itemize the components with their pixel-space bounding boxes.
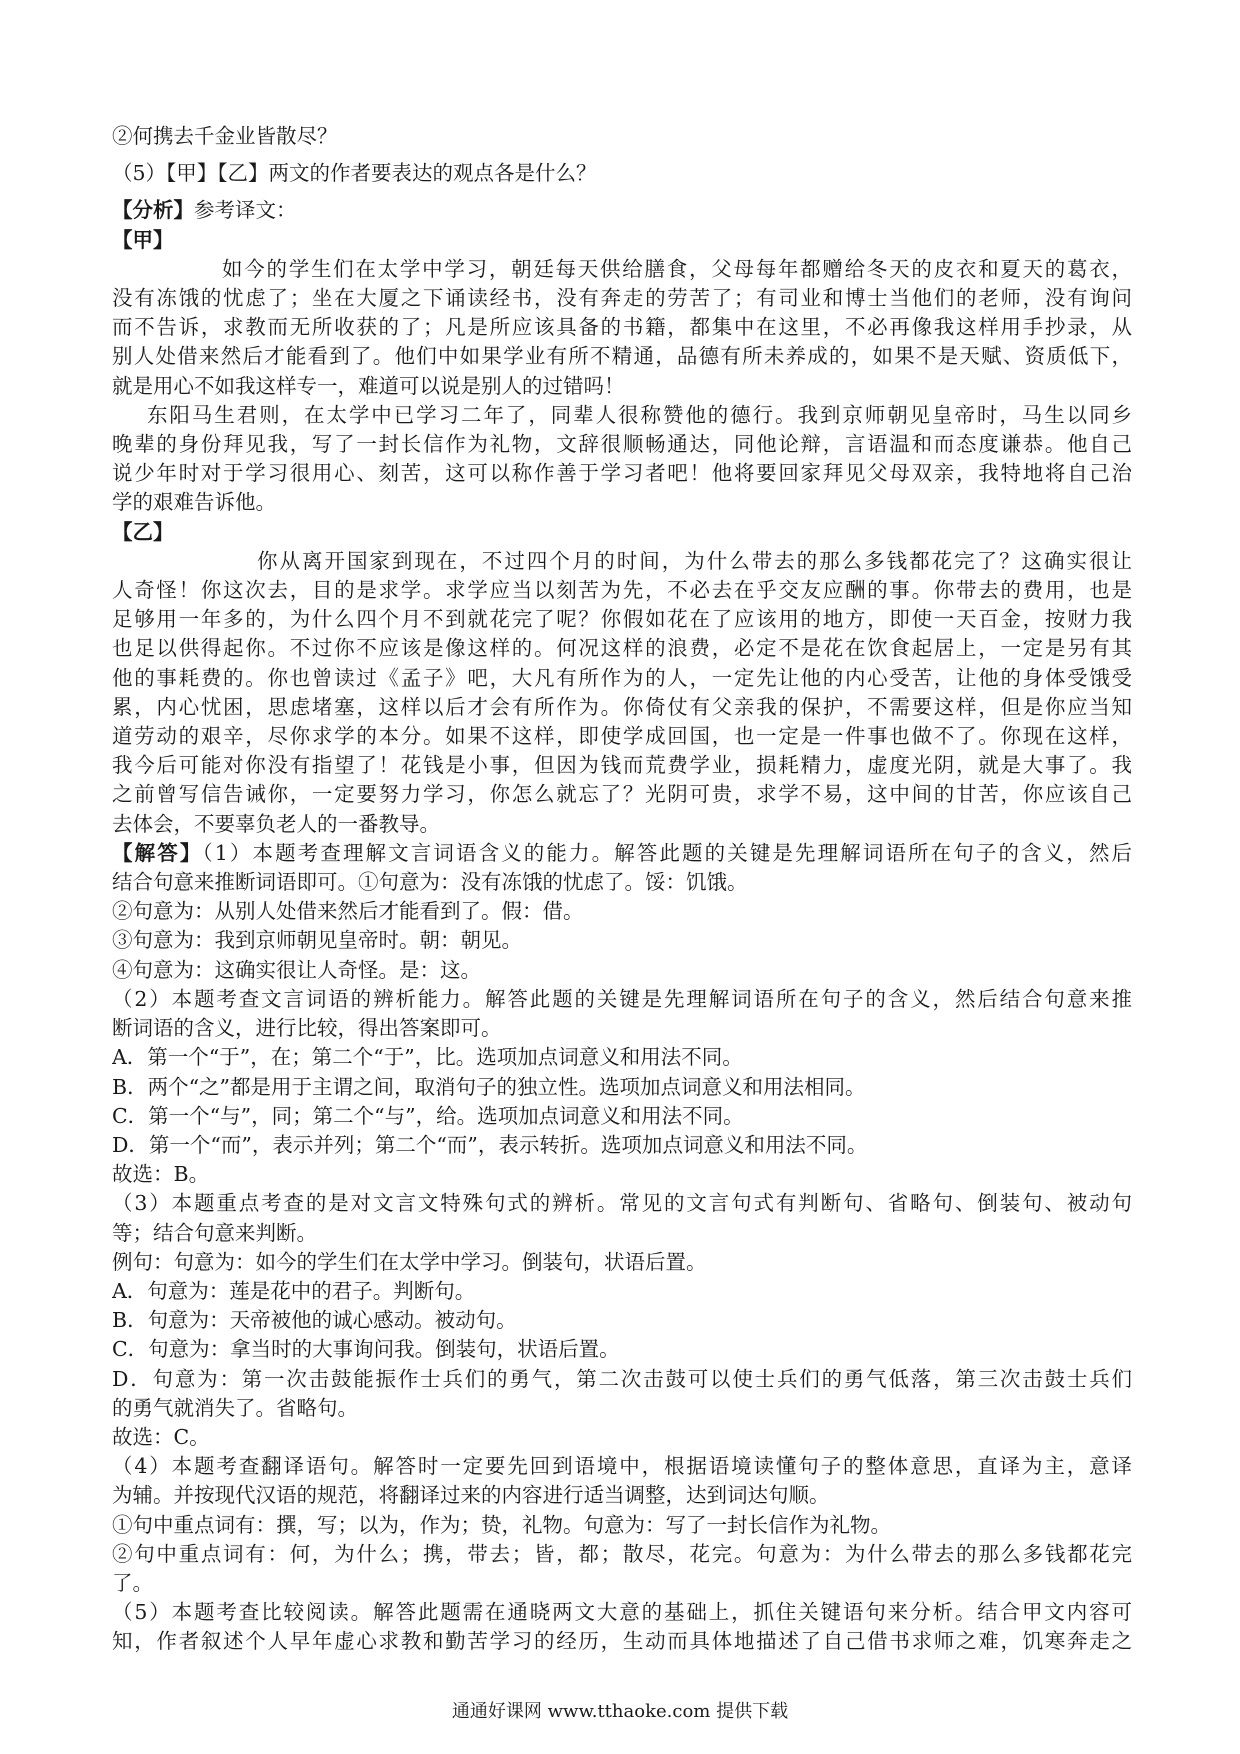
answer-q3-d-line: 故选：C。 — [112, 1424, 210, 1449]
jia-label: 【甲】 — [112, 227, 174, 252]
question-4-item-2: ②何携去千金业皆散尽？ — [112, 124, 338, 148]
yi-p1-line: 也足以供得起你。不过你不应该是像这样的。何况这样的浪费，必定不是花在饮食起居上，一定是另有其 — [112, 636, 1132, 661]
yi-p1-line: 你从离开国家到现在，不过四个月的时间，为什么带去的那么多钱都花完了？这确实很让 — [257, 548, 1132, 573]
answer-q2-line: A．第一个“于”，在；第二个“于”，比。选项加点词意义和用法不同。 — [112, 1045, 743, 1070]
yi-p1-line: 道劳动的艰辛，尽你求学的本分。如果不这样，即使学成回国，也一定是一件事也做不了。你现在这样， — [112, 724, 1132, 749]
jia-p1-line: 而不告诉，求教而无所收获的了；凡是所应该具备的书籍，都集中在这里，不必再像我这样用手抄录，从 — [112, 315, 1132, 340]
document-page — [112, 122, 1132, 1657]
answer-q3-d-line: 的勇气就消失了。省略句。 — [112, 1395, 358, 1420]
answer-q4-line: 为辅。并按现代汉语的规范，将翻译过来的内容进行适当调整，达到词达句顺。 — [112, 1483, 830, 1508]
jia-p2-line: 学的艰难告诉他。 — [112, 490, 276, 515]
jia-p2-line: 晚辈的身份拜见我，写了一封长信作为礼物，文辞很顺畅通达，同他论辩，言语温和而态度谦恭。他自己 — [112, 432, 1132, 457]
analysis-heading — [112, 196, 1132, 225]
answer-q3-line: A．句意为：莲是花中的君子。判断句。 — [112, 1278, 476, 1303]
answer-q2-line: B．两个“之”都是用于主谓之间，取消句子的独立性。选项加点词意义和用法相同。 — [112, 1074, 866, 1099]
answer-q4-first: （4）本题考查翻译语句。解答时一定要先回到语境中，根据语境读懂句子的整体意思，直译为主，意译 — [112, 1454, 1132, 1479]
answer-q4-item2-last: 了。 — [112, 1570, 153, 1595]
answer-q3-line: 等；结合句意来判断。 — [112, 1220, 317, 1245]
yi-p1-line: 之前曾写信告诫你，一定要努力学习，你怎么就忘了？光阴可贵，求学不易，这中间的甘苦，你应该自己 — [112, 782, 1132, 807]
yi-p1-line: 我今后可能对你没有指望了！花钱是小事，但因为钱而荒费学业，损耗精力，虚度光阴，就是大事了。我 — [112, 753, 1132, 778]
yi-p1-line: 去体会，不要辜负老人的一番教导。 — [112, 811, 440, 836]
answer-q1-line: ③句意为：我到京师朝见皇帝时。朝：朝见。 — [112, 928, 522, 953]
answer-q3-line: 例句：句意为：如今的学生们在太学中学习。倒装句，状语后置。 — [112, 1249, 707, 1274]
jia-p1-line: 就是用心不如我这样专一，难道可以说是别人的过错吗！ — [112, 373, 625, 398]
answer-q4-line: ①句中重点词有：撰，写；以为，作为；贽，礼物。句意为：写了一封长信作为礼物。 — [112, 1512, 891, 1537]
jia-p1-line: 别人处借来然后才能看到了。他们中如果学业有所不精通，品德有所未养成的，如果不是天赋、资质低下， — [112, 344, 1132, 369]
answer-q1-first: （1）本题考查理解文言词语含义的能力。解答此题的关键是先理解词语所在句子的含义，然后 — [202, 840, 1132, 865]
answer-q1-line: 结合句意来推断词语即可。①句意为：没有冻饿的忧虑了。馁：饥饿。 — [112, 870, 748, 895]
page-footer: 通通好课网 www.tthaoke.com 提供下载 — [451, 1701, 789, 1722]
answer-label: 【解答】 — [112, 840, 203, 865]
question-5: （5）【甲】【乙】两文的作者要表达的观点各是什么？ — [112, 161, 597, 186]
answer-q3-line: C．句意为：拿当时的大事询问我。倒装句，状语后置。 — [112, 1337, 620, 1362]
yi-label: 【乙】 — [112, 519, 174, 544]
answer-q3-d-first: D．句意为：第一次击鼓能振作士兵们的勇气，第二次击鼓可以使士兵们的勇气低落，第三次击鼓士兵们 — [112, 1366, 1132, 1391]
jia-p2-line: 东阳马生君则，在太学中已学习二年了，同辈人很称赞他的德行。我到京师朝见皇帝时，马生以同乡 — [147, 402, 1132, 427]
answer-q5-first: （5）本题考查比较阅读。解答此题需在通晓两文大意的基础上，抓住关键语句来分析。结合甲文内容可 — [112, 1600, 1132, 1625]
answer-q3-line: B．句意为：天帝被他的诚心感动。被动句。 — [112, 1308, 517, 1333]
analysis-label: 【分析】 — [112, 198, 194, 223]
answer-q2-line: D．第一个“而”，表示并列；第二个“而”，表示转折。选项加点词意义和用法不同。 — [112, 1132, 868, 1157]
answer-q2-first: （2）本题考查文言词语的辨析能力。解答此题的关键是先理解词语所在句子的含义，然后结合句意来推 — [112, 986, 1132, 1011]
yi-p1-line: 足够用一年多的，为什么四个月不到就花完了呢？你假如花在了应该用的地方，即使一天百金，按财力我 — [112, 607, 1132, 632]
answer-q3-first: （3）本题重点考查的是对文言文特殊句式的辨析。常见的文言句式有判断句、省略句、倒装句、被动句 — [112, 1191, 1132, 1216]
answer-q2-line: 断词语的含义，进行比较，得出答案即可。 — [112, 1016, 502, 1041]
analysis-intro: 参考译文： — [194, 198, 297, 223]
jia-p2-line: 说少年时对于学习很用心、刻苦，这可以称作善于学习者吧！他将要回家拜见父母双亲，我特地将自己治 — [112, 461, 1132, 486]
answer-q2-line: C．第一个“与”，同；第二个“与”，给。选项加点词意义和用法不同。 — [112, 1103, 744, 1128]
answer-heading — [112, 839, 1132, 868]
answer-q2-line: 故选：B。 — [112, 1162, 210, 1187]
yi-p1-line: 他的事耗费的。你也曾读过《孟子》吧，大凡有所作为的人，一定先让他的内心受苦，让他的身体受饿受 — [112, 665, 1132, 690]
answer-q1-line: ②句意为：从别人处借来然后才能看到了。假：借。 — [112, 899, 584, 924]
yi-p1-line: 累，内心忧困，思虑堵塞，这样以后才会有所作为。你倚仗有父亲我的保护，不需要这样，但是你应当知 — [112, 694, 1132, 719]
jia-p1-line: 没有冻饿的忧虑了；坐在大厦之下诵读经书，没有奔走的劳苦了；有司业和博士当他们的老师，没有询问 — [112, 286, 1132, 311]
answer-q1-line: ④句意为：这确实很让人奇怪。是：这。 — [112, 957, 481, 982]
yi-p1-line: 人奇怪！你这次去，目的是求学。求学应当以刻苦为先，不必去在乎交友应酬的事。你带去的费用，也是 — [112, 578, 1132, 603]
jia-p1-line: 如今的学生们在太学中学习，朝廷每天供给膳食，父母每年都赠给冬天的皮衣和夏天的葛衣， — [222, 256, 1132, 281]
answer-q5-last: 知，作者叙述个人早年虚心求教和勤苦学习的经历，生动而具体地描述了自己借书求师之难，饥寒奔走之 — [112, 1629, 1132, 1654]
answer-q4-item2-first: ②句中重点词有：何，为什么；携，带去；皆，都；散尽，花完。句意为：为什么带去的那么多钱都花完 — [112, 1541, 1132, 1566]
